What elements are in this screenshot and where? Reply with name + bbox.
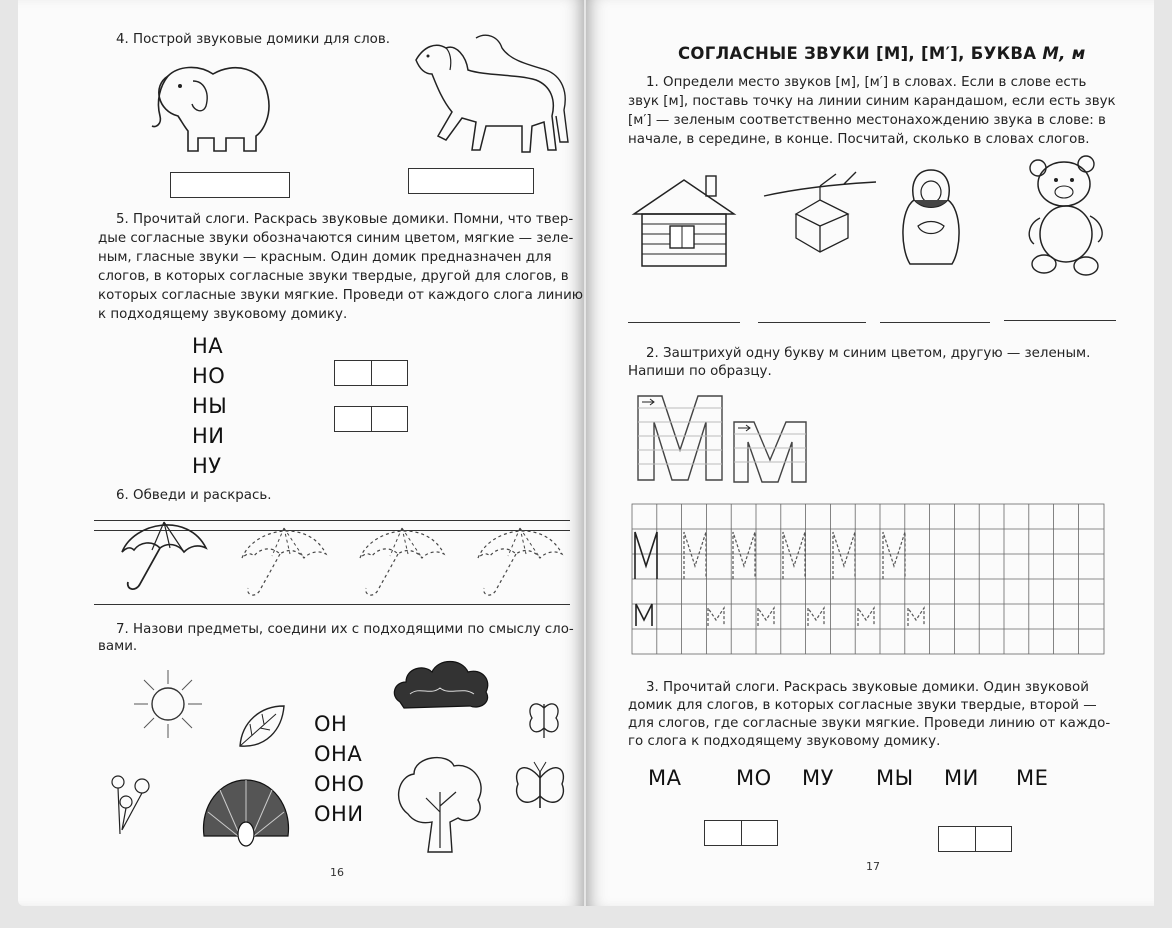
sound-house-soft[interactable] [334, 406, 408, 432]
syllable-my[interactable]: МЫ [876, 766, 914, 790]
horses-icon [406, 30, 566, 158]
house-icon[interactable] [630, 172, 738, 270]
title-letters: М, м [1042, 44, 1086, 63]
syllable-ma[interactable]: МА [648, 766, 682, 790]
answer-line-feeder[interactable] [758, 322, 866, 323]
syllable-me[interactable]: МЕ [1016, 766, 1049, 790]
page-number-right: 17 [866, 860, 880, 873]
umbrella-trace-icon[interactable] [238, 524, 338, 604]
answer-line-house[interactable] [628, 322, 740, 323]
syllable-nu[interactable]: НУ [192, 454, 222, 478]
umbrella-trace-icon[interactable] [356, 524, 456, 604]
pronoun-oni[interactable]: ОНИ [314, 802, 364, 826]
letter-m-upper-outline[interactable] [636, 394, 726, 482]
syllable-mi[interactable]: МИ [944, 766, 979, 790]
butterfly-icon[interactable] [524, 698, 564, 748]
task6-text: 6. Обведи и раскрась. [116, 488, 272, 503]
bird-feeder-icon[interactable] [760, 170, 878, 256]
answer-line-bear[interactable] [1004, 320, 1116, 321]
syllable-mu[interactable]: МУ [802, 766, 834, 790]
writing-grid[interactable] [632, 504, 1104, 656]
left-page: 4. Построй звуковые домики для слов. 5. Прочитай слоги. Раскрась звуковые домики. Помни, что твер- дые согласные звуки обозначаются синим цветом, мягкие — зеле- ным, гласные звуки — красным. Один домик предназначен для слогов, в которых согласные звуки твердые, другой для слогов, в которых согласные звуки мягкие. Проведи от каждого слога линию к подходящему звуковому домику. НА НО НЫ НИ НУ 6. Обведи и раскрась. 7. Назови предметы, соедини их с подходящими по смыслу сло- вами. ОН ОНА ОНО ОНИ 16 [18, 0, 584, 906]
sound-house-hard-m[interactable] [704, 820, 778, 846]
sound-house-soft-m[interactable] [938, 826, 1012, 852]
task4-text: 4. Построй звуковые домики для слов. [116, 32, 390, 47]
sound-house-elephant[interactable] [170, 172, 290, 198]
pronoun-ono[interactable]: ОНО [314, 772, 365, 796]
syllable-ny[interactable]: НЫ [192, 394, 228, 418]
right-page: СОГЛАСНЫЕ ЗВУКИ [М], [М′], БУКВА М, м 1. Определи место звуков [м], [м′] в словах. Если в слове есть звук [м], поставь точку на линии синим карандашом, если есть звук [м′] — зеленым соответственно местонахождению звука в слове: в начале, в середине, в конце. Посчитай, сколько в словах слогов. 2. Заштрихуй одну букву м синим цветом, другую — зеленым. Напиши по образцу. 3. Прочитай слоги. Раскрась звуковые домики. Один звуковой домик для слогов, в которых согласные звуки твердые, второй — для слогов, где согласные звуки мягкие. Проведи линию от каждо- го слога к подходящему звуковому домику. МА МО МУ МЫ МИ МЕ 17 [586, 0, 1154, 906]
tree-icon[interactable] [392, 752, 488, 858]
syllable-no[interactable]: НО [192, 364, 226, 388]
letter-m-lower-outline[interactable] [732, 420, 808, 484]
syllable-mo[interactable]: МО [736, 766, 772, 790]
butterfly-icon[interactable] [512, 758, 568, 818]
sound-house-horses[interactable] [408, 168, 534, 194]
syllable-na[interactable]: НА [192, 334, 224, 358]
sun-icon[interactable] [130, 668, 206, 740]
teddy-bear-icon[interactable] [1024, 152, 1110, 280]
umbrella-icon [118, 518, 218, 598]
peacock-icon[interactable] [200, 776, 292, 848]
elephant-icon [148, 56, 278, 156]
cloud-icon[interactable] [390, 656, 494, 712]
pronoun-on[interactable]: ОН [314, 712, 348, 736]
sound-house-hard[interactable] [334, 360, 408, 386]
writing-line-bottom [94, 604, 570, 605]
syllable-ni[interactable]: НИ [192, 424, 225, 448]
page-number-left: 16 [330, 866, 344, 879]
answer-line-matryoshka[interactable] [880, 322, 990, 323]
flowers-icon[interactable] [98, 768, 164, 838]
page-title: СОГЛАСНЫЕ ЗВУКИ [М], [М′], БУКВА М, м [678, 44, 1086, 63]
leaf-icon[interactable] [236, 702, 288, 752]
umbrella-trace-icon[interactable] [474, 524, 574, 604]
matryoshka-icon[interactable] [896, 166, 966, 270]
pronoun-ona[interactable]: ОНА [314, 742, 363, 766]
